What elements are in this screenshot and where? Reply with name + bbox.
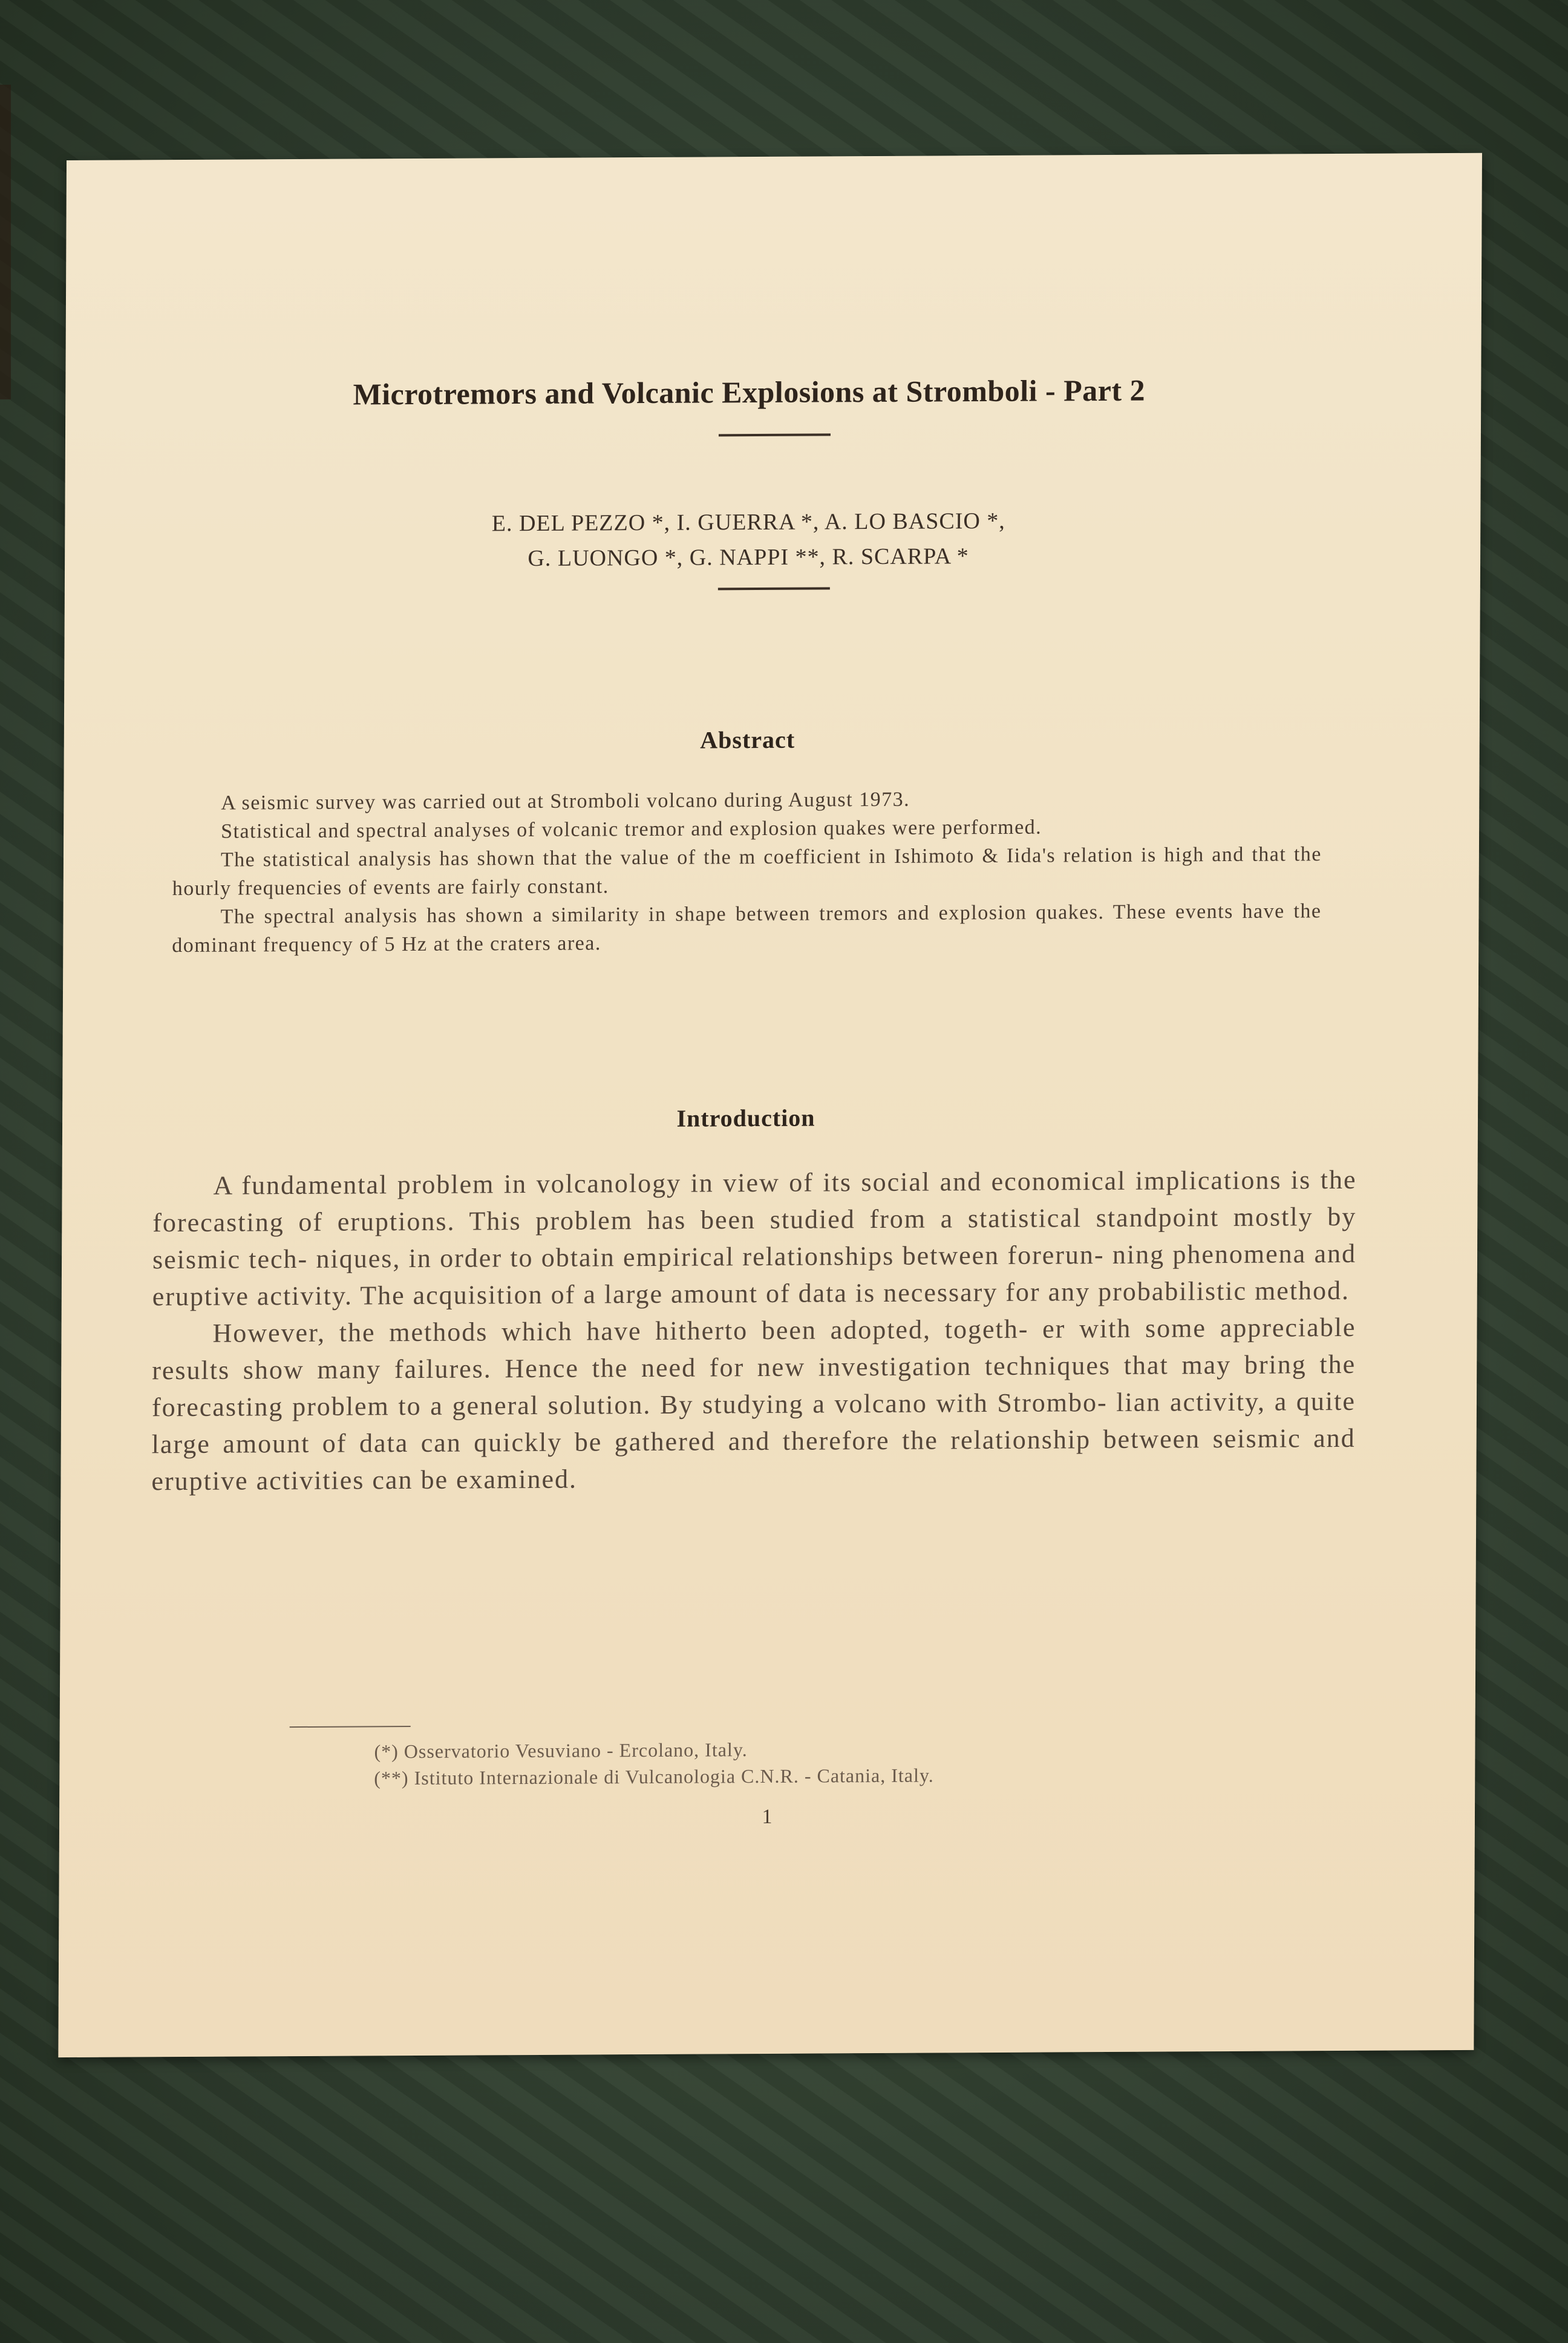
page-content: [151, 154, 1357, 1789]
title-divider: [719, 433, 831, 436]
introduction-body: [151, 1161, 1356, 1499]
authors-line-2: G. LUONGO *, G. NAPPI **, R. SCARPA *: [528, 543, 969, 572]
abstract-body: [172, 783, 1322, 960]
abstract-paragraph: Statistical and spectral analyses of volcanic tremor and explosion quakes were performed.: [221, 816, 1042, 843]
abstract-paragraph: The spectral analysis has shown a similarity in shape between tremors and explosion quakes. These events have the dominant frequency of 5 Hz at the craters area.: [172, 900, 1322, 957]
footnotes: [374, 1733, 1342, 1791]
authors-line-1: E. DEL PEZZO *, I. GUERRA *, A. LO BASCIO *,: [491, 508, 1005, 537]
background-object-edge: [0, 85, 11, 399]
introduction-paragraph: However, the methods which have hitherto been adopted, togeth- er with some appreciable results show many failures. Hence the need for new investigation techniques that may bring the forecasting problem to a general solution. By studying a volcano with Strombo- lian activity, a quite large amount of data can quickly be gathered and therefore the relationship between seismic and eruptive activities can be examined.: [151, 1312, 1356, 1496]
abstract-heading: Abstract: [700, 726, 795, 754]
footnote-2: (**) Istituto Internazionale di Vulcanologia C.N.R. - Catania, Italy.: [374, 1764, 934, 1789]
footnote-divider: [290, 1726, 411, 1728]
paper-page: [58, 153, 1482, 2057]
introduction-heading: Introduction: [676, 1104, 815, 1132]
abstract-paragraph: The statistical analysis has shown that the value of the m coefficient in Ishimoto & Iida's relation is high and that the hourly frequencies of events are fairly constant.: [172, 843, 1322, 900]
introduction-paragraph: A fundamental problem in volcanology in view of its social and economical implications is the forecasting of eruptions. This problem has been studied from a statistical standpoint mostly by seismic tech- niques, in order to obtain empirical relationships between forerun- ning phenomena and eruptive activity. The acquisition of a large amount of data is necessary for any probabilistic method.: [152, 1164, 1357, 1312]
authors-divider: [718, 587, 830, 590]
paper-title: Microtremors and Volcanic Explosions at Stromboli - Part 2: [353, 373, 1146, 411]
page-number: 1: [762, 1805, 773, 1829]
footnote-1: (*) Osservatorio Vesuviano - Ercolano, Italy.: [374, 1738, 748, 1763]
abstract-paragraph: A seismic survey was carried out at Stromboli volcano during August 1973.: [221, 788, 910, 814]
author-list: [174, 502, 1323, 578]
